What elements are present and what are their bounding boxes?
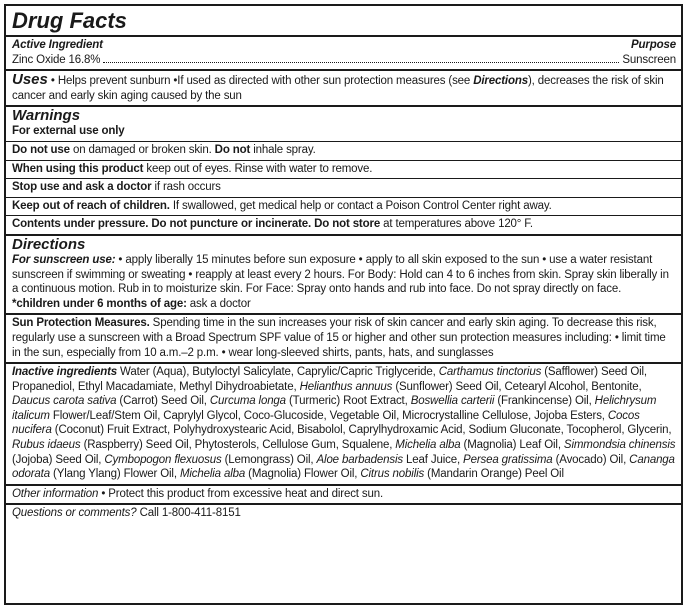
pressure-label: Contents under pressure. Do not puncture or incinerate. Do not store xyxy=(12,218,381,231)
do-not-text: inhale spray. xyxy=(250,143,316,156)
do-not-use-row xyxy=(6,141,681,160)
ingredient-latin-name: Citrus nobilis xyxy=(360,468,425,481)
uses-text-1: • Helps prevent sunburn •If used as directed with other sun protection measures (see xyxy=(47,75,474,88)
leader-dots xyxy=(103,62,619,63)
purpose-heading: Purpose xyxy=(631,39,676,51)
keep-out-text: If swallowed, get medical help or contact a Poison Control Center right away. xyxy=(169,199,552,212)
active-header-row xyxy=(12,38,676,53)
questions-heading: Questions or comments? xyxy=(12,507,137,520)
uses-section xyxy=(6,69,681,105)
ingredient-text: (Mandarin Orange) Peel Oil xyxy=(424,468,564,481)
ingredient-text: (Lemongrass) Oil, xyxy=(221,453,317,466)
directions-heading: Directions xyxy=(12,235,86,253)
inactive-ingredients-section xyxy=(6,362,681,484)
questions-section xyxy=(6,503,681,523)
sunscreen-use-text: • apply liberally 15 minutes before sun exposure • apply to all skin exposed to the sun • use a water resistant sunscreen if swimming or sweating • reapply at least every 2 hours. For Body: Hold can 4 to 6 inches from skin. Spray skin liberally in a continuous motion. Rub in to moisturize skin. For Face: Spray onto hands and rub into face. Do not spray directly on face. xyxy=(12,253,669,296)
children-text: ask a doctor xyxy=(186,297,251,310)
ingredient-text: (Magnolia) Flower Oil, xyxy=(245,468,361,481)
ingredient-latin-name: Persea gratissima xyxy=(463,453,553,466)
ingredient-latin-name: Helianthus annuus xyxy=(299,380,393,393)
sun-protection-label: Sun Protection Measures. xyxy=(12,317,150,330)
ingredient-text: Water (Aqua), Butyloctyl Salicylate, Caprylic/Capric Triglyceride, xyxy=(117,366,439,379)
do-not-use-label: Do not use xyxy=(12,143,70,156)
pressure-text: at temperatures above 120° F. xyxy=(380,218,533,231)
active-ingredient-heading: Active Ingredient xyxy=(12,39,103,51)
ingredient-latin-name: Simmondsia chinensis xyxy=(563,439,676,452)
ingredient-text: (Carrot) Seed Oil, xyxy=(116,395,210,408)
ingredient-text: (Turmeric) Root Extract, xyxy=(285,395,411,408)
uses-heading: Uses xyxy=(12,71,48,89)
other-information-section xyxy=(6,484,681,504)
ingredient-latin-name: Cocos nucifera xyxy=(12,409,640,437)
inactive-ingredients-list xyxy=(12,366,675,480)
other-information-text: • Protect this product from excessive heat and direct sun. xyxy=(98,487,384,500)
drug-facts-title: Drug Facts xyxy=(12,8,127,33)
ingredient-latin-name: Cananga odorata xyxy=(12,453,675,481)
sunscreen-use-label: For sunscreen use: xyxy=(12,253,116,266)
sun-protection-section xyxy=(6,313,681,362)
when-using-text: keep out of eyes. Rinse with water to remove. xyxy=(143,162,373,175)
uses-directions-ref: Directions xyxy=(473,75,528,88)
drug-facts-panel xyxy=(4,4,683,605)
ingredient-text: (Frankincense) Oil, xyxy=(494,395,595,408)
ingredient-text: Leaf Juice, xyxy=(402,453,464,466)
ingredient-text: (Magnolia) Leaf Oil, xyxy=(460,439,564,452)
external-use-warning: For external use only xyxy=(12,125,125,138)
ingredient-latin-name: Curcuma longa xyxy=(209,395,286,408)
do-not-label: Do not xyxy=(214,143,251,156)
uses-text-2: ), decreases the risk of skin cancer and early skin aging caused by the sun xyxy=(12,75,664,102)
stop-use-text: if rash occurs xyxy=(151,181,221,194)
stop-use-row xyxy=(6,178,681,197)
ingredient-latin-name: Michelia alba xyxy=(179,468,246,481)
ingredient-latin-name: Helichrysum italicum xyxy=(12,395,657,422)
ingredient-text: (Safflower) Seed Oil, Propanediol, Ethyl Macadamiate, Methyl Dihydroabietate, xyxy=(12,366,647,393)
when-using-label: When using this product xyxy=(12,162,144,175)
keep-out-label: Keep out of reach of children. xyxy=(12,199,170,212)
ingredient-text: (Jojoba) Seed Oil, xyxy=(12,453,105,466)
pressure-row xyxy=(6,215,681,234)
stop-use-label: Stop use and ask a doctor xyxy=(12,181,152,194)
other-information-heading: Other information xyxy=(12,487,99,500)
ingredient-text: (Coconut) Fruit Extract, Polyhydroxystearic Acid, Bisabolol, Caprylhydroxamic Acid, Sodium Gluconate, Tocopherol, Glycerin, xyxy=(51,424,672,437)
questions-phone: Call 1-800-411-8151 xyxy=(136,507,241,520)
ingredient-latin-name: Michelia alba xyxy=(395,439,461,452)
ingredient-latin-name: Rubus idaeus xyxy=(12,439,81,452)
active-ingredient-section xyxy=(6,35,681,69)
warnings-heading: Warnings xyxy=(12,107,81,125)
directions-section xyxy=(6,234,681,313)
ingredient-latin-name: Carthamus tinctorius xyxy=(438,366,542,379)
ingredient-latin-name: Daucus carota sativa xyxy=(12,395,117,408)
ingredient-text: (Raspberry) Seed Oil, Phytosterols, Cellulose Gum, Squalene, xyxy=(80,439,396,452)
ingredient-latin-name: Aloe barbadensis xyxy=(316,453,403,466)
ingredient-latin-name: Boswellia carterii xyxy=(410,395,495,408)
ingredient-latin-name: Cymbopogon flexuosus xyxy=(104,453,222,466)
ingredient-text: (Sunflower) Seed Oil, Cetearyl Alcohol, Bentonite, xyxy=(392,380,642,393)
active-ingredient-row xyxy=(12,53,676,68)
children-label: *children under 6 months of age: xyxy=(12,297,187,310)
ingredient-text: (Avocado) Oil, xyxy=(552,453,630,466)
do-not-use-text: on damaged or broken skin. xyxy=(69,143,215,156)
warnings-section xyxy=(6,105,681,141)
keep-out-row xyxy=(6,197,681,216)
sunscreen-directions xyxy=(12,253,676,297)
sun-protection-text: Spending time in the sun increases your risk of skin cancer and early skin aging. To decrease this risk, regularly use a sunscreen with a Broad Spectrum SPF value of 15 or higher and other sun protection measures including: • limit time in the sun, especially from 10 a.m.–2 p.m. • wear long-sleeved shirts, pants, hats, and sunglasses xyxy=(12,317,666,359)
when-using-row xyxy=(6,160,681,179)
ingredient-text: Flower/Leaf/Stem Oil, Caprylyl Glycol, Coco-Glucoside, Vegetable Oil, Microcrystalline Cellulose, Jojoba Esters, xyxy=(49,409,608,422)
active-ingredient-name: Zinc Oxide 16.8% xyxy=(12,53,101,66)
ingredient-text: (Ylang Ylang) Flower Oil, xyxy=(49,468,180,481)
children-directions xyxy=(12,297,676,312)
inactive-ingredients-heading: Inactive ingredients xyxy=(12,366,118,379)
active-ingredient-purpose: Sunscreen xyxy=(622,53,676,66)
